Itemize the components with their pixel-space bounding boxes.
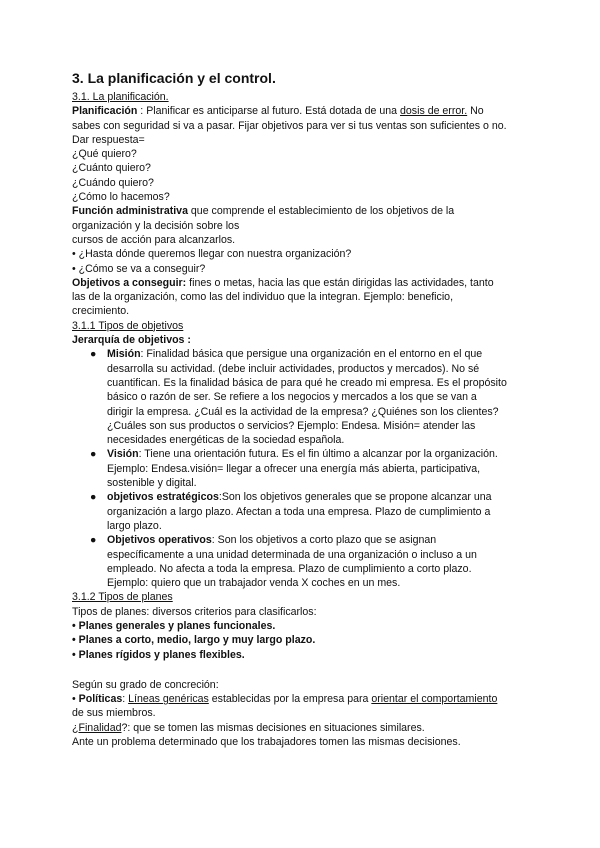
funcion-line-2: organización y la decisión sobre los xyxy=(72,219,240,232)
list-item-mision xyxy=(72,347,542,447)
objetivos-line-3: crecimiento. xyxy=(72,305,130,318)
planificacion-label: Planificación xyxy=(72,105,138,118)
vision-line-2: Ejemplo: Endesa.visión= llegar a ofrecer una energía más abierta, participativa, xyxy=(107,462,481,475)
funcion-line-1 xyxy=(72,204,542,218)
vision-text-1: : Tiene una orientación futura. Es el fin último a alcanzar por la organización. xyxy=(138,448,498,461)
vision-line-3: sostenible y digital. xyxy=(107,477,197,490)
mision-text-1: : Finalidad básica que persigue una organización en el entorno en el que xyxy=(140,348,483,361)
mision-line-3: cuantifican. Es la finalidad básica de para qué he creado mi empresa. Es el propósito xyxy=(107,376,507,389)
bullet-dot-icon: ● xyxy=(90,448,97,461)
dosis-error-text: dosis de error. xyxy=(400,105,468,118)
plan-type-3-text: • Planes rígidos y planes flexibles. xyxy=(72,648,245,661)
estrategicos-line-2: organización a largo plazo. Afectan a toda una empresa. Plazo de cumplimiento a xyxy=(107,505,491,518)
finalidad-line xyxy=(72,721,542,735)
finalidad-text: ?: que se tomen las mismas decisiones en situaciones similares. xyxy=(121,721,425,734)
mision-label: Misión xyxy=(107,348,141,361)
question-que: ¿Qué quiero? xyxy=(72,148,137,161)
operativos-line-2: específicamente a una unidad determinada de una organización o incluso a un xyxy=(107,548,477,561)
bullet-dot-icon: ● xyxy=(90,534,97,547)
funcion-text-1: que comprende el establecimiento de los objetivos de la xyxy=(187,205,455,218)
mision-line-7: necesidades energéticas de la sociedad española. xyxy=(107,434,345,447)
objetivos-text-1: fines o metas, hacia las que están dirigidas las actividades, tanto xyxy=(186,276,494,289)
planificacion-line-2: sabes con seguridad si va a pasar. Fijar objetivos para ver si tus ventas son suficientes o no. xyxy=(72,119,507,132)
planificacion-line-3: Dar respuesta= xyxy=(72,133,145,146)
jerarquia-label: Jerarquía de objetivos : xyxy=(72,334,191,347)
objetivos-label: Objetivos a conseguir: xyxy=(72,276,187,289)
planificacion-line-1 xyxy=(72,104,542,118)
funcion-line-3: cursos de acción para alcanzarlos. xyxy=(72,233,236,246)
operativos-text-1: : Son los objetivos a corto plazo que se asignan xyxy=(211,534,437,547)
estrategicos-line-1 xyxy=(107,490,542,504)
vision-label: Visión xyxy=(107,448,139,461)
politicas-bullet: • xyxy=(72,693,79,706)
funcion-bullet-2: • ¿Cómo se va a conseguir? xyxy=(72,262,206,275)
segun-concrecion: Según su grado de concreción: xyxy=(72,678,219,691)
document-page xyxy=(72,70,542,749)
mision-line-2: desarrolla su actividad. (debe incluir actividades, productos y mercados). No sé xyxy=(107,362,480,375)
finalidad-label: Finalidad xyxy=(78,721,122,734)
mision-line-6: ¿Cuáles son sus productos o servicios? Ejemplo: Endesa. Misión= atender las xyxy=(107,419,476,432)
estrategicos-text-1: :Son los objetivos generales que se propone alcanzar una xyxy=(218,491,492,504)
mision-line-4: básico o razón de ser. Se refiere a los negocios y mercados a los que se van a xyxy=(107,391,477,404)
list-item-estrategicos xyxy=(72,490,542,533)
plan-type-1 xyxy=(72,619,542,633)
lineas-genericas-text: Líneas genéricas xyxy=(128,693,209,706)
finalidad-open: ¿ xyxy=(72,721,79,734)
planificacion-text-1: : Planificar es anticiparse al futuro. Está dotada de una xyxy=(137,105,401,118)
operativos-line-1 xyxy=(107,533,542,547)
list-item-vision xyxy=(72,447,542,490)
politicas-line-1 xyxy=(72,692,542,706)
operativos-label: Objetivos operativos xyxy=(107,534,212,547)
list-item-operativos xyxy=(72,533,542,590)
plan-type-1-text: • Planes generales y planes funcionales. xyxy=(72,619,276,632)
objetivos-list xyxy=(72,347,542,590)
tipos-intro: Tipos de planes: diversos criterios para clasificarlos: xyxy=(72,605,317,618)
mision-line-1 xyxy=(107,347,542,361)
estrategicos-label: objetivos estratégicos xyxy=(107,491,219,504)
question-cuando: ¿Cuándo quiero? xyxy=(72,176,154,189)
ante-problema-line: Ante un problema determinado que los trabajadores tomen las mismas decisiones. xyxy=(72,736,461,749)
planificacion-text-2: No xyxy=(467,105,484,118)
operativos-line-4: Ejemplo: quiero que un trabajador venda X coches en un mes. xyxy=(107,577,401,590)
section-3-1-title: 3.1. La planificación. xyxy=(72,91,169,103)
bullet-dot-icon: ● xyxy=(90,348,97,361)
politicas-sep: : xyxy=(122,693,129,706)
orientar-comportamiento-text: orientar el comportamiento xyxy=(371,693,498,706)
objetivos-line-2: las de la organización, como las del individuo que la integran. Ejemplo: beneficio, xyxy=(72,291,454,304)
page-title: 3. La planificación y el control. xyxy=(72,70,276,86)
section-3-1-2-title: 3.1.2 Tipos de planes xyxy=(72,591,173,604)
vision-line-1 xyxy=(107,447,542,461)
objetivos-line-1 xyxy=(72,276,542,290)
question-cuanto: ¿Cuánto quiero? xyxy=(72,162,151,175)
operativos-line-3: empleado. No afecta a toda la empresa. Plazo de cumplimiento a corto plazo. xyxy=(107,562,472,575)
plan-type-3 xyxy=(72,648,542,662)
jerarquia-heading xyxy=(72,333,542,347)
politicas-mid: establecidas por la empresa para xyxy=(208,693,372,706)
funcion-label: Función administrativa xyxy=(72,205,188,218)
section-3-1-1-title: 3.1.1 Tipos de objetivos xyxy=(72,319,184,332)
estrategicos-line-3: largo plazo. xyxy=(107,519,162,532)
spacer xyxy=(72,662,542,678)
plan-type-2 xyxy=(72,633,542,647)
plan-type-2-text: • Planes a corto, medio, largo y muy largo plazo. xyxy=(72,634,316,647)
mision-line-5: dirigir la empresa. ¿Cuál es la actividad de la empresa? ¿Quiénes son los clientes? xyxy=(107,405,499,418)
bullet-dot-icon: ● xyxy=(90,491,97,504)
funcion-bullet-1: • ¿Hasta dónde queremos llegar con nuestra organización? xyxy=(72,248,352,261)
question-como: ¿Cómo lo hacemos? xyxy=(72,191,170,204)
politicas-line-2: de sus miembros. xyxy=(72,707,156,720)
politicas-label: Políticas xyxy=(78,693,123,706)
